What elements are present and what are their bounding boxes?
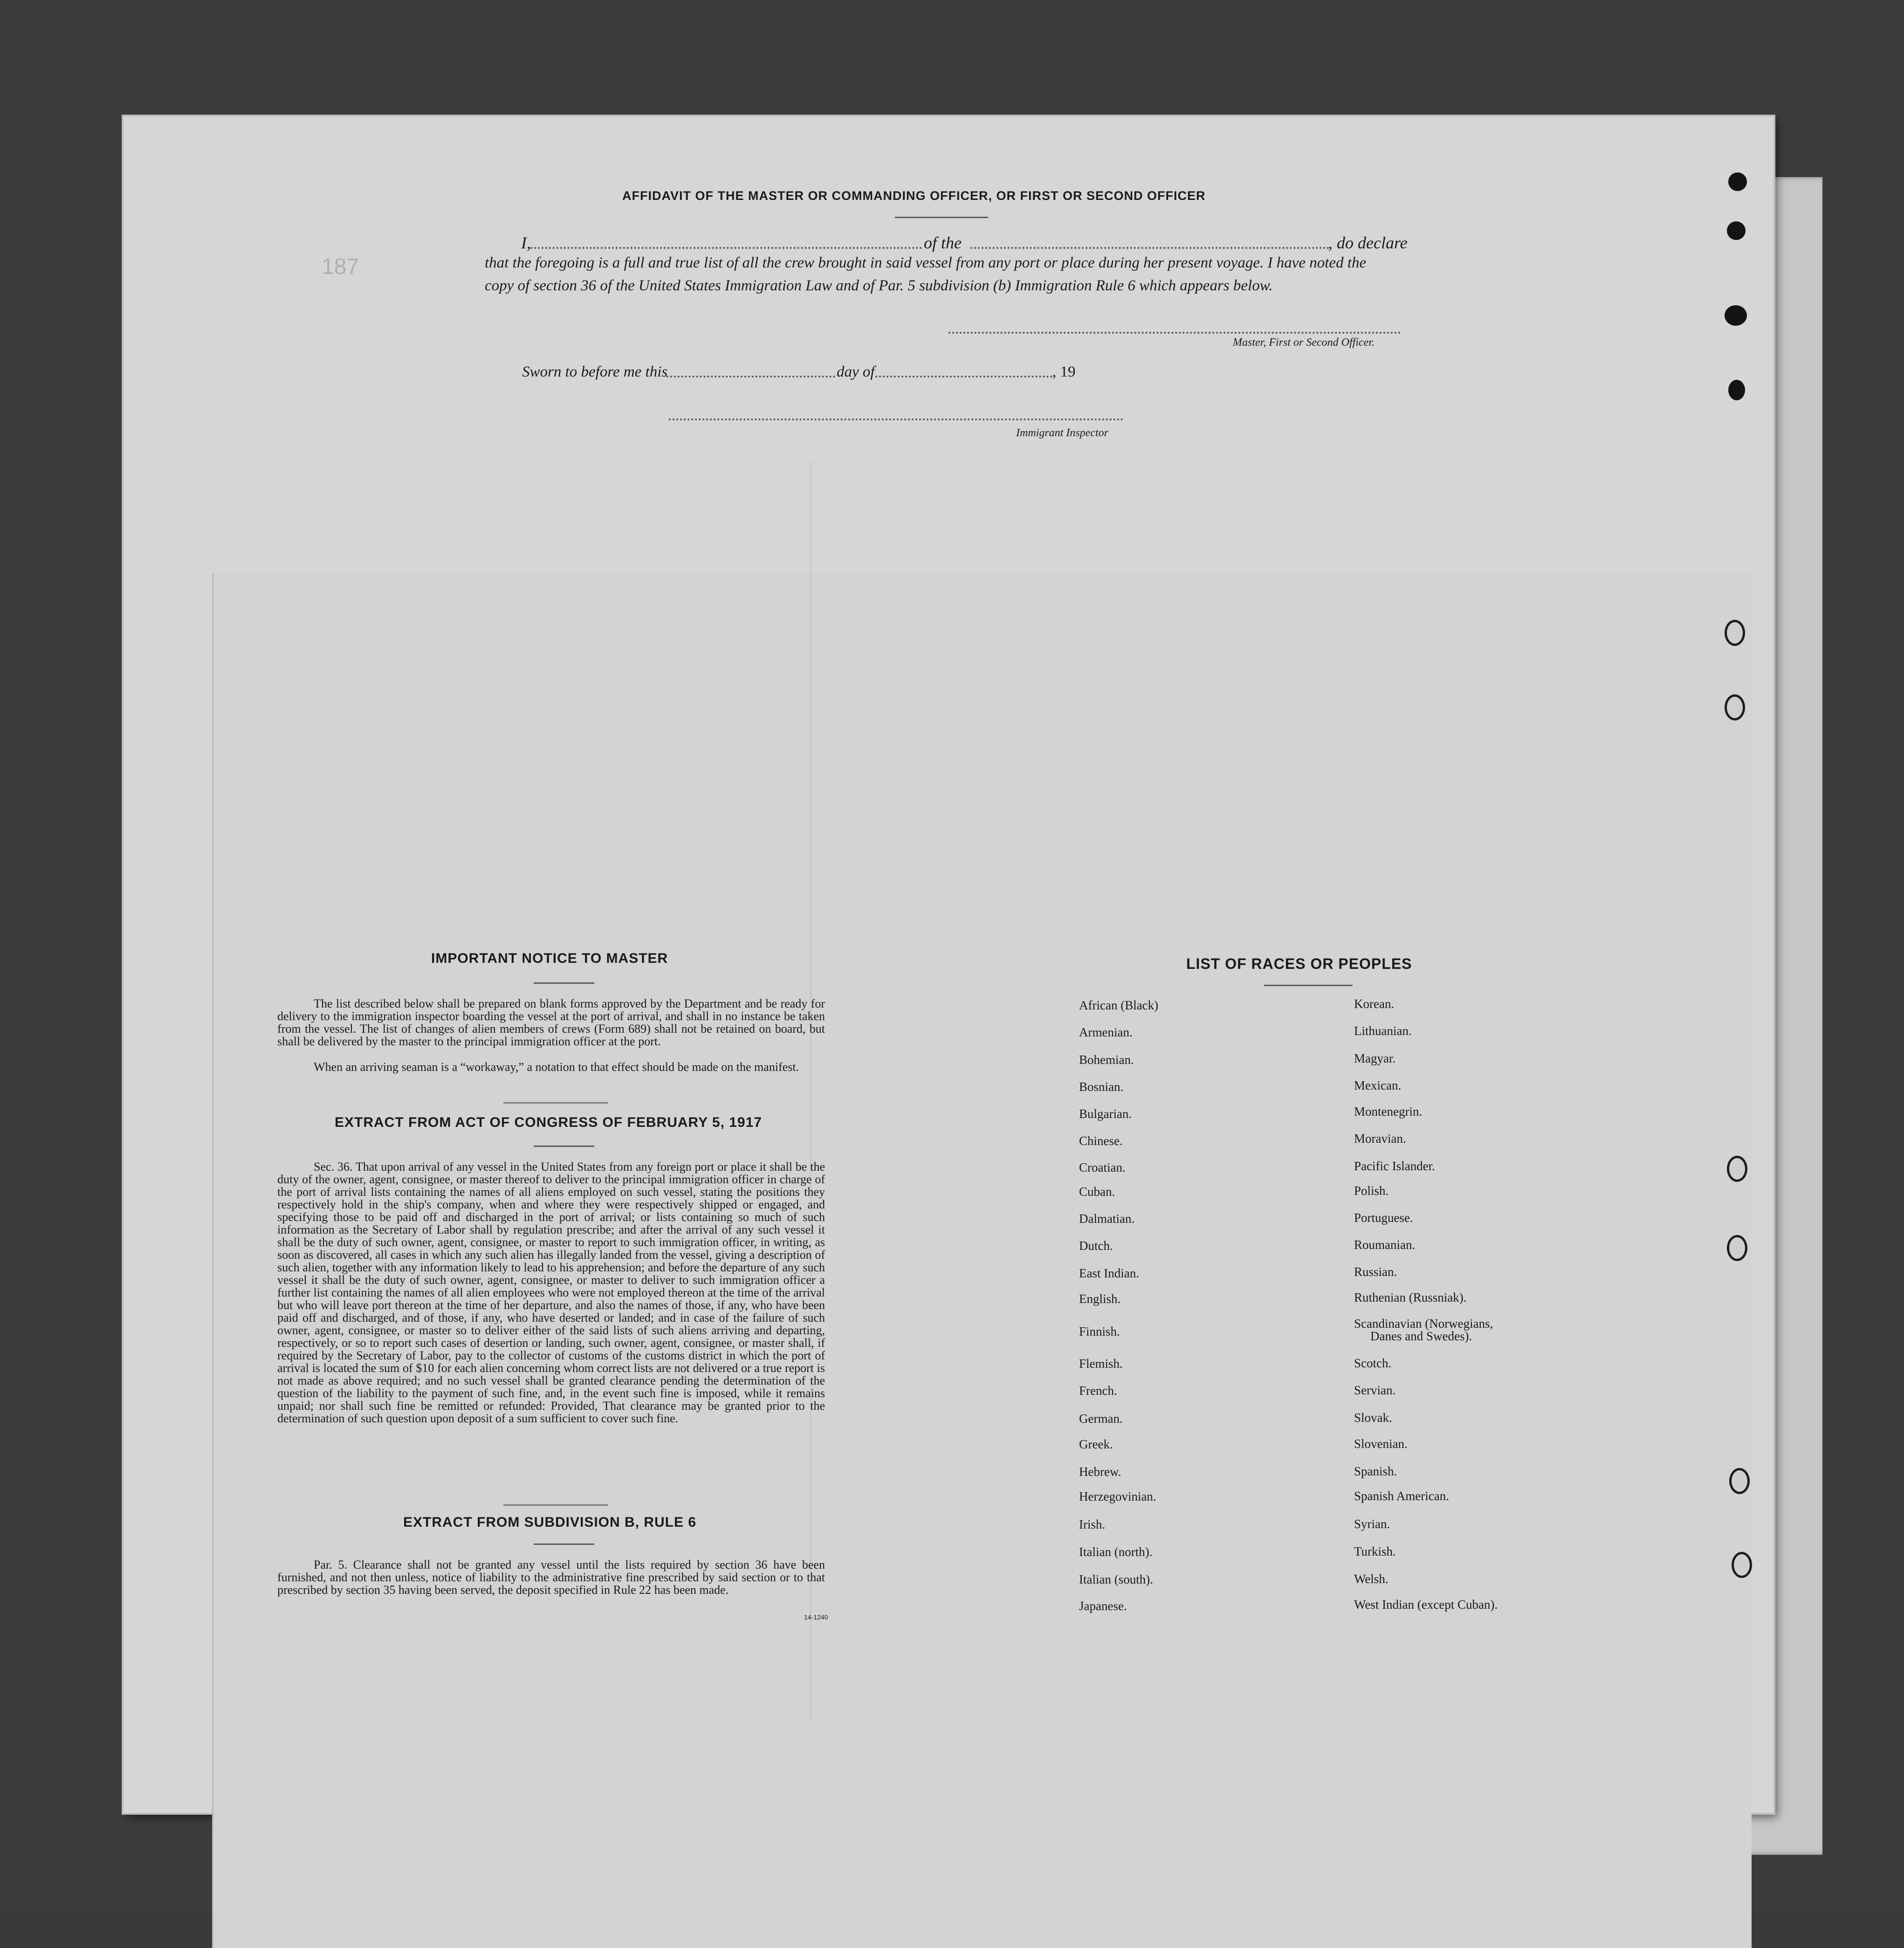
notice-title: IMPORTANT NOTICE TO MASTER (431, 951, 668, 966)
race-item: Slovenian. (1354, 1437, 1408, 1451)
race-item: Irish. (1079, 1517, 1106, 1531)
notice-paragraph-2: When an arriving seaman is a “workaway,” a notation to that effect should be made on the manifest. (314, 1060, 799, 1074)
race-item-continued: Danes and Swedes). (1370, 1329, 1472, 1343)
sworn-month-blank (875, 376, 1052, 377)
separator-rule (503, 1102, 608, 1104)
title-rule (895, 217, 988, 218)
race-item: Portuguese. (1354, 1211, 1413, 1225)
race-item: Magyar. (1354, 1051, 1396, 1065)
race-item: East Indian. (1079, 1266, 1139, 1280)
form-number: 14-1240 (804, 1613, 828, 1621)
punch-mark (1727, 221, 1746, 240)
inspector-caption: Immigrant Inspector (1016, 427, 1108, 439)
binder-hole (1729, 1468, 1750, 1494)
race-item: Spanish American. (1354, 1489, 1449, 1503)
race-item: Chinese. (1079, 1134, 1123, 1148)
races-title: LIST OF RACES OR PEOPLES (1186, 955, 1412, 972)
rule-extract-rule (534, 1543, 594, 1545)
race-item: Dutch. (1079, 1239, 1113, 1253)
race-item: Finnish. (1079, 1324, 1120, 1338)
race-item: English. (1079, 1292, 1121, 1306)
punch-mark (1725, 305, 1747, 326)
affidavit-title: AFFIDAVIT OF THE MASTER OR COMMANDING OFFICER, OR FIRST OR SECOND OFFICER (622, 189, 1206, 203)
master-signature-line (949, 332, 1401, 334)
race-item: Pacific Islander. (1354, 1159, 1435, 1173)
race-item: Flemish. (1079, 1357, 1123, 1371)
race-item: Cuban. (1079, 1185, 1115, 1199)
race-item: Dalmatian. (1079, 1212, 1135, 1226)
race-item: Syrian. (1354, 1517, 1390, 1531)
binder-hole (1727, 1235, 1747, 1261)
vessel-blank (970, 247, 1329, 249)
separator-rule (503, 1504, 608, 1506)
race-item: African (Black) (1079, 998, 1159, 1012)
master-signature-caption: Master, First or Second Officer. (1233, 336, 1375, 349)
affidavit-of-the: of the (924, 233, 962, 252)
race-item: Roumanian. (1354, 1238, 1416, 1252)
race-item: Ruthenian (Russniak). (1354, 1290, 1467, 1304)
race-item: Lithuanian. (1354, 1024, 1412, 1038)
year-prefix: , 19 (1052, 364, 1076, 380)
race-item: Croatian. (1079, 1160, 1126, 1174)
rule-extract-title: EXTRACT FROM SUBDIVISION B, RULE 6 (403, 1515, 697, 1530)
notice-paragraph-1: The list described below shall be prepared on blank forms approved by the Department and be ready for delivery to the immigration inspector boarding the vessel at the port of arrival, and shall in no instance be taken from the vessel. The list of changes of alien members of crews (Form 689) shall not be retained on board, but shall be delivered by the master to the principal immigration officer at the port. (277, 997, 825, 1048)
race-item: Servian. (1354, 1383, 1396, 1397)
race-item: Italian (south). (1079, 1572, 1153, 1586)
sworn-text: Sworn to before me this (522, 364, 668, 380)
punch-mark (1728, 380, 1745, 400)
race-item: Spanish. (1354, 1464, 1397, 1478)
race-item: Moravian. (1354, 1132, 1406, 1145)
binder-hole (1727, 1156, 1747, 1182)
race-item: Armenian. (1079, 1025, 1133, 1039)
punch-mark (1728, 172, 1747, 191)
race-item: Korean. (1354, 997, 1395, 1011)
race-item: Polish. (1354, 1184, 1389, 1198)
race-item: Japanese. (1079, 1599, 1127, 1613)
race-item: Greek. (1079, 1437, 1113, 1451)
race-item: Scotch. (1354, 1356, 1392, 1370)
race-item: German. (1079, 1412, 1123, 1426)
race-item: Montenegrin. (1354, 1104, 1423, 1118)
race-item: Slovak. (1354, 1411, 1392, 1425)
act-extract-body: Sec. 36. That upon arrival of any vessel in the United States from any foreign port or place it shall be the duty of the owner, agent, consignee, or master thereof to deliver to the principal immigration officer in charge of the port of arrival lists containing the names of all aliens employed on such vessel, stating the positions they respectively hold in the ship's company, when and where they were respectively shipped or engaged, and specifying those to be paid off and discharged in the port of arrival; or lists containing so much of such information as the Secretary of Labor shall by regulation prescribe; and after the arrival of any such vessel it shall be the duty of such owner, agent, consignee, or master to report to such immigration officer, in writing, as soon as discovered, all cases in which any such alien has illegally landed from the vessel, giving a description of such alien, together with any information likely to lead to his apprehension; and before the departure of any such vessel it shall be the duty of such owner, agent, consignee, or master to deliver to such immigration officer a further list containing the names of all alien employees who were not employed thereon at the time of the arrival but who will leave port thereon at the time of her departure, and also the names of those, if any, who have been paid off and discharged, and of those, if any, who have deserted or landed; and in case of the failure of such owner, agent, consignee, or master so to deliver either of the said lists of such aliens arriving and departing, respectively, or so to report such cases of desertion or landing, such owner, agent, consignee, or master shall, if required by the Secretary of Labor, pay to the collector of customs of the customs district in which the port of arrival is located the sum of $10 for each alien concerning whom correct lists are not delivered or a true report is not made as above required; and no such vessel shall be granted clearance pending the determination of the question of the liability to the payment of such fine, and, in the event such fine is imposed, while it remains unpaid; nor shall such fine be remitted or refunded: Provided, That clearance may be granted prior to the determination of such question upon deposit of a sum sufficient to cover such fine. (277, 1160, 825, 1425)
center-fold (810, 461, 811, 1720)
inspector-signature-line (669, 418, 1123, 420)
race-item: Bohemian. (1079, 1053, 1134, 1067)
day-of-text: day of (837, 364, 875, 380)
race-item: Turkish. (1354, 1544, 1396, 1558)
affidavit-declare: , do declare (1328, 233, 1408, 252)
name-blank (530, 247, 922, 249)
act-extract-rule (534, 1145, 594, 1147)
race-item: Welsh. (1354, 1572, 1388, 1586)
race-item: Herzegovinian. (1079, 1489, 1156, 1503)
affidavit-line-2: that the foregoing is a full and true list of all the crew brought in said vessel from any port or place during her present voyage. I have noted the (485, 254, 1367, 271)
race-item: Mexican. (1354, 1078, 1402, 1092)
binder-hole (1725, 620, 1745, 646)
binder-hole (1732, 1552, 1752, 1578)
sworn-day-blank (667, 376, 835, 377)
race-item: Scandinavian (Norwegians, (1354, 1317, 1493, 1331)
race-item: Bosnian. (1079, 1080, 1124, 1094)
race-item: Italian (north). (1079, 1545, 1153, 1559)
notice-rule (534, 982, 594, 984)
race-item: West Indian (except Cuban). (1354, 1598, 1498, 1612)
bleed-through-number: 187 (322, 254, 359, 279)
act-extract-title: EXTRACT FROM ACT OF CONGRESS OF FEBRUARY 5, 1917 (335, 1115, 762, 1130)
binder-hole (1725, 694, 1745, 720)
race-item: Russian. (1354, 1265, 1397, 1279)
race-item: Hebrew. (1079, 1465, 1121, 1479)
rule-extract-body: Par. 5. Clearance shall not be granted any vessel until the lists required by section 36 have been furnished, and not then unless, notice of liability to the administrative fine prescribed by said section or to that prescribed by section 35 having been served, the deposit specified in Rule 22 has been made. (277, 1558, 825, 1597)
affidavit-line-3: copy of section 36 of the United States Immigration Law and of Par. 5 subdivision (b) Immigration Rule 6 which appears below. (485, 277, 1273, 294)
race-item: Bulgarian. (1079, 1107, 1132, 1121)
races-rule (1264, 985, 1353, 986)
affidavit-i: I, (521, 233, 531, 252)
race-item: French. (1079, 1384, 1117, 1398)
